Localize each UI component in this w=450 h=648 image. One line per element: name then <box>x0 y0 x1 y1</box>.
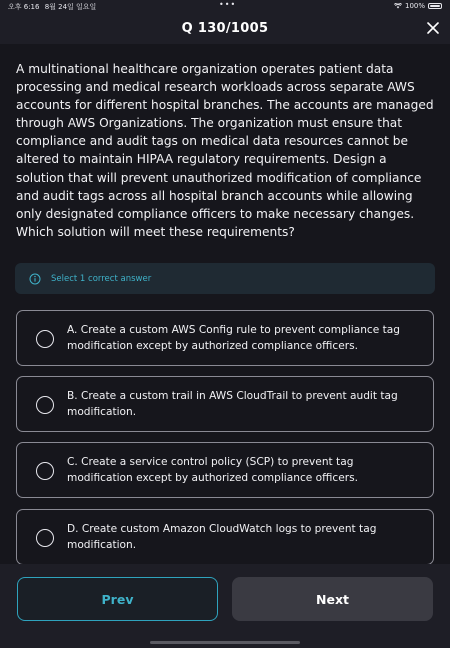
instruction-banner <box>15 263 435 294</box>
option-text: A. Create a custom AWS Config rule to prevent compliance tag modification except by authorized compliance officers. <box>67 324 401 352</box>
multitasking-dots[interactable]: ••• <box>219 0 237 9</box>
home-indicator[interactable] <box>150 641 300 644</box>
option-text: B. Create a custom trail in AWS CloudTrail to prevent audit tag modification. <box>67 390 398 418</box>
radio-button[interactable] <box>36 529 54 547</box>
question-content[interactable] <box>0 44 450 564</box>
instruction-text: Select 1 correct answer <box>51 273 152 284</box>
radio-button[interactable] <box>36 462 54 480</box>
status-right <box>394 2 442 10</box>
answer-option-c[interactable] <box>16 442 434 498</box>
header <box>0 14 450 44</box>
question-text: A multinational healthcare organization operates patient data processing and medical research workloads across separate AWS accounts for different hospital branches. The accounts are managed through AWS Organizations. The organization must ensure that compliance and audit tags on medical data resources cannot be altered to maintain HIPAA regulatory requirements. Design a solution that will prevent unauthorized modification of compliance and audit tags across all hospital branch accounts while allowing only designated compliance officers to make necessary changes. Which solution will meet these requirements? <box>16 62 434 239</box>
option-text: C. Create a service control policy (SCP) to prevent tag modification except by authorized compliance officers. <box>67 456 358 484</box>
close-icon[interactable] <box>426 21 440 35</box>
answer-option-a[interactable] <box>16 310 434 366</box>
battery-percent: 100% <box>404 2 425 10</box>
footer-navigation <box>0 564 450 648</box>
radio-button[interactable] <box>36 396 54 414</box>
option-text: D. Create custom Amazon CloudWatch logs to prevent tag modification. <box>67 523 377 551</box>
prev-button[interactable]: Prev <box>17 577 218 621</box>
status-time-date <box>8 2 96 12</box>
radio-button[interactable] <box>36 330 54 348</box>
status-time: 오후 6:16 <box>8 3 40 11</box>
info-icon <box>29 273 41 285</box>
status-date: 8월 24일 일요일 <box>44 3 97 11</box>
status-bar <box>0 0 450 14</box>
answer-option-b[interactable] <box>16 376 434 432</box>
answer-option-d[interactable] <box>16 509 434 565</box>
page-title: Q 130/1005 <box>181 21 269 36</box>
next-button[interactable]: Next <box>232 577 433 621</box>
wifi-icon <box>394 3 402 9</box>
battery-icon <box>428 3 442 9</box>
